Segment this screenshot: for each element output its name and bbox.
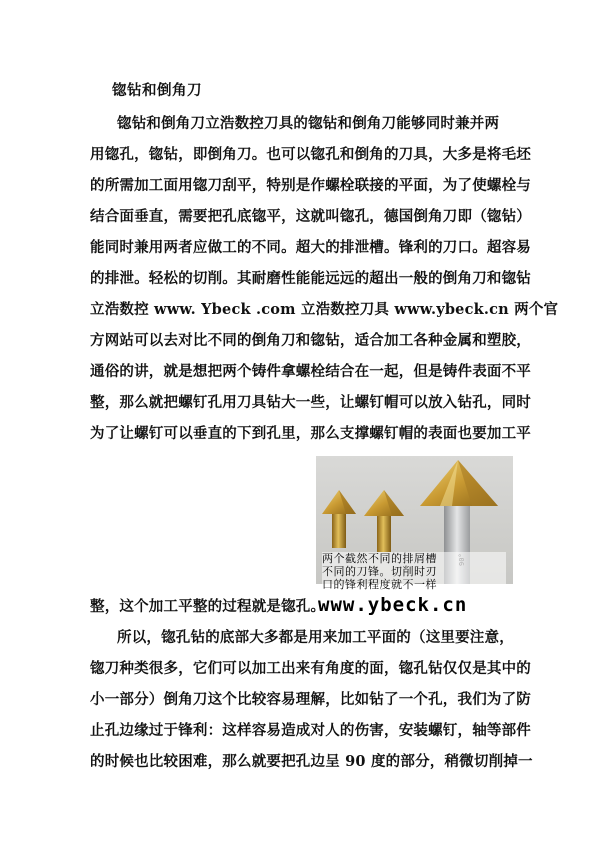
figure-caption-line-2: 不同的刀锋。切削时刃 [322, 565, 437, 578]
paragraph-1-line-4: 结合面垂直，需要把孔底锪平，这就叫锪孔，德国倒角刀即（锪钻） [90, 208, 531, 225]
paragraph-1-line-2: 用锪孔，锪钻，即倒角刀。也可以锪孔和倒角的刀具，大多是将毛坯 [90, 146, 531, 163]
paragraph-1-line-8: 方网站可以去对比不同的倒角刀和锪钻，适合加工各种金属和塑胶， [90, 332, 531, 349]
paragraph-2-line-2: 锪刀种类很多，它们可以加工出来有角度的面，锪孔钻仅仅是其中的 [90, 660, 531, 677]
figure-caption [322, 552, 506, 591]
paragraph-1-line-1: 锪钻和倒角刀立浩数控刀具的锪钻和倒角刀能够同时兼并两 [117, 115, 500, 132]
paragraph-1-line-6: 的排泄。轻松的切削。其耐磨性能能远远的超出一般的倒角刀和锪钻 [90, 270, 531, 287]
countersink-tool-small [322, 490, 356, 548]
figure-watermark: www.ybeck.cn [318, 594, 468, 616]
paragraph-1-line-12: 整，这个加工平整的过程就是锪孔。 [90, 598, 326, 615]
paragraph-1-line-5: 能同时兼用两者应做工的不同。超大的排泄槽。锋利的刀口。超容易 [90, 239, 531, 256]
figure-caption-line-3: 口的锋利程度就不一样 [322, 578, 437, 591]
figure-caption-line-1: 两个截然不同的排屑槽 [322, 552, 437, 565]
paragraph-2-line-4: 止孔边缘过于锋利：这样容易造成对人的伤害，安装螺钉，轴等部件 [90, 722, 531, 739]
paragraph-2-line-3: 小一部分）倒角刀这个比较容易理解，比如钻了一个孔，我们为了防 [90, 691, 531, 708]
paragraph-2-line-5: 的时候也比较困难，那么就要把孔边呈 90 度的部分，稍微切削掉一 [90, 753, 533, 770]
countersink-tool-medium [364, 490, 404, 552]
paragraph-1-line-3: 的所需加工面用锪刀刮平，特别是作螺栓联接的平面，为了使螺栓与 [90, 177, 531, 194]
product-photo-figure [316, 456, 513, 616]
paragraph-1-line-7: 立浩数控 www. Ybeck .com 立浩数控刀具 www.ybeck.cn 两个官 [90, 301, 559, 318]
document-heading: 锪钻和倒角刀 [112, 82, 202, 99]
paragraph-1-line-11: 为了让螺钉可以垂直的下到孔里，那么支撑螺钉帽的表面也要加工平 [90, 425, 531, 442]
paragraph-1-line-10: 整，那么就把螺钉孔用刀具钻大一些，让螺钉帽可以放入钻孔，同时 [90, 394, 531, 411]
paragraph-1-line-9: 通俗的讲，就是想把两个铸件拿螺栓结合在一起，但是铸件表面不平 [90, 363, 531, 380]
paragraph-2-line-1: 所以，锪孔钻的底部大多都是用来加工平面的（这里要注意， [117, 629, 514, 646]
